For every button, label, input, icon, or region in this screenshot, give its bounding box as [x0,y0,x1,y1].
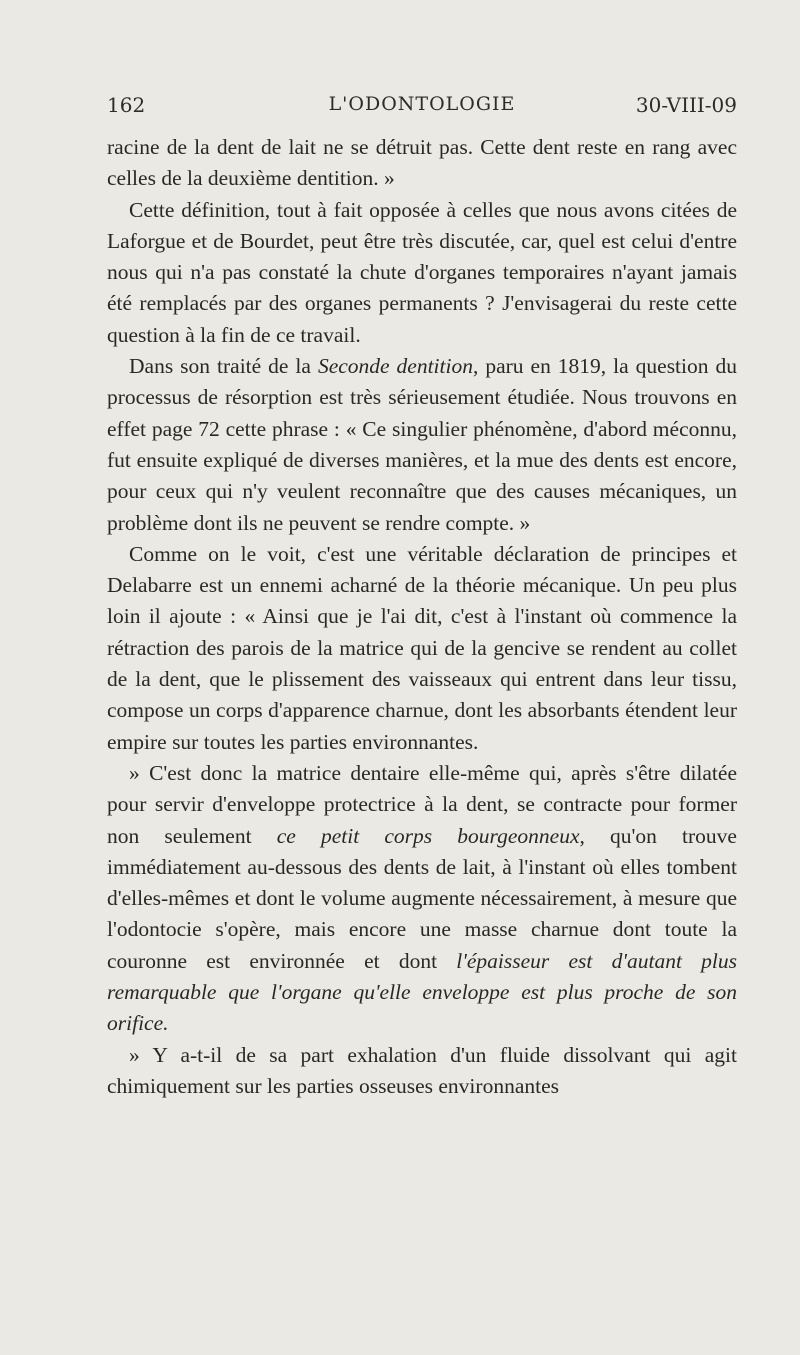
italic-text: l'épaisseur est d'autant plus remarquable que l'organe qu'elle enveloppe est plus proche de son orifice. [107,948,737,1036]
issue-date: 30-VIII-09 [635,93,737,117]
paragraph [107,758,737,1040]
paragraph [107,132,737,195]
paragraph-text: , qu'on trouve immédiatement au-dessous des dents de lait, à l'instant où elles tombent d'elles-mêmes et dont le volume augmente nécessairement, à mesure que l'odontocie s'opère, mais encore une masse charnue dont toute la couronne est environnée et dont [107,823,737,973]
paragraph-text: Cette définition, tout à fait opposée à celles que nous avons citées de Laforgue et de Bourdet, peut être très discutée, car, quel est celui d'entre nous qui n'a pas constaté la chute d'organes temporaires n'ayant jamais été remplacés par des organes permanents ? J'envisagerai du reste cette question à la fin de ce travail. [107,197,737,347]
running-header [107,93,737,123]
paragraph [107,1040,737,1103]
italic-text: ce petit corps bourgeonneux [276,823,580,848]
paragraph-text: Comme on le voit, c'est une véritable déclaration de principes et Delabarre est un ennemi acharné de la théorie mécanique. Un peu plus loin il ajoute : « Ainsi que je l'ai dit, c'est à l'instant où commence la rétraction des parois de la matrice qui de la gencive se rendent au collet de la dent, que le plissement des vaisseaux qui entrent dans leur tissu, compose un corps d'apparence charnue, dont les absorbants étendent leur empire sur toutes les parties environnantes. [107,541,737,754]
paragraph [107,351,737,539]
journal-title: L'ODONTOLOGIE [328,93,516,115]
paragraph-text: Dans son traité de la [129,354,318,379]
paragraph-text: » Y a-t-il de sa part exhalation d'un fluide dissolvant qui agit chimiquement sur les parties osseuses environnantes [107,1042,737,1098]
paragraph [107,195,737,351]
page-number: 162 [107,93,146,117]
paragraph-text: racine de la dent de lait ne se détruit pas. Cette dent reste en rang avec celles de la deuxième dentition. » [107,135,737,191]
paragraph-text: » C'est donc la matrice dentaire elle-même qui, après s'être dilatée pour servir d'enveloppe protectrice à la dent, se contracte pour former non seulement [107,760,737,848]
paragraph-text: , paru en 1819, la question du processus de résorption est très sérieusement étudiée. Nous trouvons en effet page 72 cette phrase : « Ce singulier phénomène, d'abord méconnu, fut ensuite expliqué de diverses manières, et la mue des dents est encore, pour ceux qui n'y veulent reconnaître que des causes mécaniques, un problème dont ils ne peuvent se rendre compte. » [107,354,737,535]
paragraph [107,539,737,758]
italic-text: Seconde dentition [317,354,473,379]
article-body [107,132,737,1102]
